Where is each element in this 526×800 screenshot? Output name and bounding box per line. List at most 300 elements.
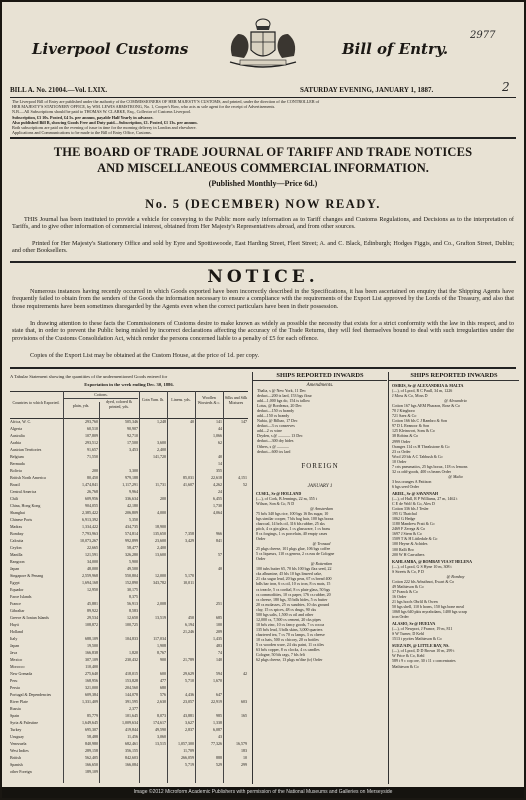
table-cell-value: 574,814 [125, 531, 138, 536]
table-cell-value: 22,919 [211, 699, 222, 704]
table-cell-country: Persia [10, 685, 20, 690]
table-cell-value: 14 [218, 461, 222, 466]
table-cell-value: 1,670 [213, 678, 222, 683]
table-cell-value: 121,591 [85, 552, 98, 557]
text-line: (—), of Lpool, G S Hyne 10 m, 308 t [392, 563, 452, 569]
table-cell-value: 52 [243, 482, 247, 487]
divider [10, 367, 516, 369]
table-cell-country: Syria & Palestine [10, 720, 38, 725]
table-cell-value: 888 [216, 755, 222, 760]
text-line: chartered tea, 7 cs 70 cs lamps, 3 cs cheese [256, 631, 325, 637]
table-cell-value: 576 [160, 692, 166, 697]
text-line: 1068 bgs 640 pkts myrabolans, 1400 bgs scrap [392, 609, 467, 615]
table-cell-value: 22,665 [87, 545, 98, 550]
table-cell-value: 23,600 [155, 538, 166, 543]
table-cell-country: Australia [10, 433, 25, 438]
table-row [10, 616, 248, 621]
table-cell-value: 13,600 [155, 552, 166, 557]
text-line: Lotus, @ Bordeaux, 20 Dec [257, 403, 302, 409]
text-line: 125 Kleinwort, Sons & Co [392, 428, 435, 434]
table-cell-country: Algeria [10, 426, 22, 431]
table-cell-value: 8,583 [129, 608, 138, 613]
text-line: 2469 F Zerega & Co [392, 526, 426, 532]
royal-coat-of-arms-emblem [224, 16, 302, 72]
table-cell-country: Africa, W. C. [10, 419, 32, 424]
table-cell-value: 434,735 [125, 524, 138, 529]
table-cell-value: 30,175 [127, 587, 138, 592]
table-cell-value: 44 [218, 426, 222, 431]
text-line: 5 cs wooden ware, 24 cks paint, 11 cs tiles [256, 642, 324, 648]
table-cell-value: 135,650 [153, 531, 166, 536]
table-cell-value: 166,838 [85, 650, 98, 655]
table-cell-value: 80,450 [87, 475, 98, 480]
table-cell-value: 685 [216, 615, 222, 620]
amendments-list [253, 388, 387, 454]
text-line: 200 W H Carruthers [392, 551, 425, 557]
table-cell-value: 74 [218, 650, 222, 655]
journal-printer: Printed for Her Majesty's Stationery Office and sold by Eyre and Spottiswoode, East Harding Street, Fleet Street; A. and C. Black, Edinburgh; Hodges Figgis, and Co., Grafton Street, Dublin; and other Booksellers. [12, 240, 514, 255]
table-cell-value: 2,630 [157, 699, 166, 704]
table-cell-value: 419,844 [125, 727, 138, 732]
table-cell-value: 23,057 [183, 699, 194, 704]
table-cell-country: Spain [10, 713, 20, 718]
text-line: charcoal, 14 brls oil, 316 bls rubber, 25 sks [256, 520, 325, 526]
text-line: Dryden, s @ ——— 13 Dec [257, 433, 303, 439]
table-cell-country: Chili [10, 496, 19, 501]
table-cell-value: 4,064 [213, 510, 222, 515]
text-line: Cotton 222 bls Arbuthnot, Ewart & Co [392, 578, 455, 584]
text-line: Cotton 336 bls J Tesler [392, 506, 429, 512]
text-line: 100 tubs butter 65, 70 bls 100 bgs flax seed, 22 [256, 566, 332, 572]
table-cell-country: Ceylon [10, 545, 22, 550]
table-row [10, 511, 248, 516]
table-row [10, 441, 248, 446]
table-cell-value: 13,519 [155, 615, 166, 620]
table-cell-country: Calcutta [10, 538, 24, 543]
text-line: 100 Heyne & Achtdes [392, 541, 428, 547]
table-cell-country: Manilla [10, 552, 23, 557]
table-cell-value: 904,055 [85, 503, 98, 508]
table-row [10, 560, 248, 565]
text-line: Others, s @ ——— [257, 443, 289, 449]
divider [10, 261, 516, 263]
text-line: 50 bgs shell, 110 b horns, 150 bgs bone meal [392, 604, 464, 610]
text-line: 32 cs odd-goods, 400 cs beans Order [392, 468, 451, 474]
ships-inwards-column-b [388, 372, 519, 784]
cargo-list [389, 383, 519, 669]
table-cell-value: 49,500 [127, 566, 138, 571]
table-cell-value: 206,809 [125, 510, 138, 515]
masthead-title-left: Liverpool Customs [32, 40, 189, 58]
table-row [10, 553, 248, 558]
table-cell-value: 603 [241, 699, 247, 704]
text-line: ALASIO, Sr @ HUELVA [392, 621, 436, 627]
table-cell-value: 529 [216, 762, 222, 767]
table-cell-value: 4,000 [157, 510, 166, 515]
table-row [10, 504, 248, 509]
table-cell-value: 1,908 [157, 643, 166, 648]
table-caption: A Tabular Statement showing the quantities of the undermentioned Goods entered for [10, 374, 168, 379]
text-line: SUEZ/AIN, @ LITTLE BAY, NS. [392, 643, 450, 649]
table-cell-value: 17,500 [127, 440, 138, 445]
handwritten-reference: 2977 [470, 30, 496, 41]
table-cell-value: 2,008 [157, 601, 166, 606]
table-cell-value: 21,246 [183, 629, 194, 634]
table-cell-value: 1,694,168 [82, 580, 98, 585]
table-row [10, 462, 248, 467]
table-cell-value: 100 [216, 622, 222, 627]
table-cell-value: 2,400 [157, 447, 166, 452]
text-line: Order [256, 536, 266, 542]
text-line: 10 brls zinc, 10 cs fancy goods, 7 cs cocoa [256, 621, 325, 627]
notice-paragraph-3: Copies of the Export List may be obtained at the Custom House, at the price of 1d. per copy. [30, 352, 259, 359]
journal-heading-misc: MISCELLANEOUS COMMERCIAL INFORMATION. [127, 161, 429, 175]
table-cell-country: British [10, 755, 21, 760]
table-cell-value: 141 [216, 419, 222, 424]
table-cell-country: Shanghai [10, 510, 25, 515]
table-row [10, 574, 248, 579]
table-cell-country: Java [10, 650, 18, 655]
table-cell-value: 101,645 [125, 713, 138, 718]
table-cell-value: 152,890 [125, 580, 138, 585]
table-cell-value: 18,900 [155, 524, 166, 529]
table-cell-value: 5,719 [185, 762, 194, 767]
col-header-yarn: Cotn Yarn. lb. [141, 397, 165, 402]
table-cell-value: 5,710 [185, 678, 194, 683]
text-line: cs treacle, 5 cs cordial, 8 cs plate glass, 50 bgs [256, 586, 331, 592]
text-line: 1697 J Stern & Co [392, 531, 422, 537]
text-line: (—), of Cork, B Jennings, 22 m, 355 t [256, 495, 317, 501]
text-line: W Price & Co, Kehl [392, 653, 425, 659]
text-line: @ Rotterdam [310, 561, 333, 567]
table-cell-country: West Indies [10, 748, 29, 753]
table-row [10, 658, 248, 663]
table-cell-value: 1,009,634 [122, 720, 138, 725]
table-cell-value: 1,474,841 [82, 482, 98, 487]
ships-inwards-column-a [252, 372, 387, 784]
table-cell-country: Japan [10, 566, 20, 571]
table-cell-value: 104,833 [125, 636, 138, 641]
table-cell-value: 110,400 [85, 664, 98, 669]
col-header-silk: Silks and Silk Mixtures [224, 395, 248, 405]
table-cell-value: 840,980 [85, 741, 98, 746]
journal-description: THIS Journal has been instituted to provide a vehicle for conveying to the Public more early information as to Tariff changes and Customs Regulations, and Decisions as to the interpretation of Tariffs, and to give other information of commercial interest, obtained from Her Majesty's Representatives abroad, and from other sources. [12, 216, 514, 231]
text-line: 21 bgs hoofs Ohrlil & Owen [392, 598, 438, 604]
table-row [10, 539, 248, 544]
table-cell-country: China, Hong Kong [10, 503, 41, 508]
table-cell-value: 41,607 [183, 482, 194, 487]
notice-paragraph-2: In drawing attention to these facts the Commissioners of Customs desire to make known as widely as possible the necessity that exists for a strict conformity with the law in this respect, and to state that, in order to prevent the Public being misled by incorrect declarations affecting the accuracy of the Trade Returns, they will feel themselves bound to deal with such irregularities under the provisions of the Customs Consolidation Act, which render the persons concerned liable to a penalty of £5 for each offence. [12, 320, 514, 342]
table-cell-value: 141,720 [153, 454, 166, 459]
table-cell-value: 43,881 [183, 713, 194, 718]
text-line: Cotton 167 bgs AEM Pharaon, Rose & Co [392, 403, 461, 409]
text-line: 6 bgs seed Order [392, 483, 419, 489]
table-cell-value: 19,500 [87, 643, 98, 648]
table-row [10, 497, 248, 502]
table-cell-country: France [10, 601, 21, 606]
table-cell-value: 11,709 [183, 748, 194, 753]
text-line: add—2 cs wine [257, 428, 282, 434]
table-cell-country: Arabia [10, 440, 21, 445]
text-line: deduct—3 cs conserves [257, 423, 295, 429]
divider [10, 97, 516, 98]
table-cell-country: Faroe Islands [10, 594, 32, 599]
table-cell-country: Singapore & Penang [10, 573, 44, 578]
table-cell-value: 2,837 [185, 727, 194, 732]
table-top-rule [10, 391, 248, 392]
table-cell-country: River Plate [10, 699, 28, 704]
text-line: Wilson, Son & Co, N D [256, 500, 295, 506]
col-header-countries: Countries to which Exported. [12, 400, 60, 405]
table-cell-value: 34,000 [87, 559, 98, 564]
table-cell-country: Bolivia [10, 468, 22, 473]
table-row [10, 602, 248, 607]
table-cell-value: 299 [241, 762, 247, 767]
table-cell-value: 24 [218, 489, 222, 494]
text-line: Cologne, 50 bls rags, 7 bls felt [256, 652, 305, 658]
table-cell-value: 108,872 [85, 622, 98, 627]
table-cell-country: Egypt [10, 580, 20, 585]
text-line: 195 G Tbatchal [392, 511, 417, 517]
table-row [10, 644, 248, 649]
table-cell-value: 477 [160, 678, 166, 683]
table-row [10, 728, 248, 733]
table-cell-value: 21,789 [183, 657, 194, 662]
table-cell-value: 7,793,963 [82, 531, 98, 536]
table-cell-country: Portugal & Dependencies [10, 692, 52, 697]
text-line: 23 cs Order [392, 448, 411, 454]
table-cell-country: Hayti [10, 622, 19, 627]
table-cell-value: 71,550 [87, 454, 98, 459]
table-cell-value: 2,385,422 [82, 510, 98, 515]
table-cell-value: 42 [243, 671, 247, 676]
table-row [10, 700, 248, 705]
table-cell-value: 1,820 [129, 650, 138, 655]
text-line: KAHLAMBA, @ BOMBAY VIA ST HELENA [392, 558, 472, 564]
table-cell-value: 7,358 [185, 531, 194, 536]
table-row [10, 672, 248, 677]
table-row [10, 532, 248, 537]
table-cell-value: 200 [92, 468, 98, 473]
table-cell-value: 204,560 [125, 685, 138, 690]
text-line: 49 Mathieson & Co [392, 583, 424, 589]
text-line: S W Turner, D Kehl [392, 631, 425, 637]
table-cell-value: 144,078 [125, 692, 138, 697]
journal-heading: THE BOARD OF TRADE JOURNAL OF TARIFF AND TRADE NOTICES [53, 145, 473, 159]
table-cell-value: 57 [218, 552, 222, 557]
text-line: 721 Saez & Co [392, 413, 417, 419]
table-cell-value: 92,710 [127, 433, 138, 438]
text-line: add—150 cs brandy [257, 413, 290, 419]
text-line: 63 brls copper, 8 cs clocks, 4 cs candles [256, 647, 320, 653]
table-cell-country: Turkey [10, 727, 22, 732]
table-cell-value: 5,170 [185, 573, 194, 578]
table-cell-value: 985 [216, 713, 222, 718]
issue-date: SATURDAY EVENING, JANUARY 1, 1887. [300, 86, 434, 94]
column-b-header: SHIPS REPORTED INWARDS [389, 372, 519, 381]
text-line: 62 pkgs cheese, 13 pkgs m'dise (tr) Order [256, 657, 323, 663]
table-row [10, 448, 248, 453]
table-cell-value: 450 [188, 615, 194, 620]
table-row [10, 749, 248, 754]
table-row [10, 693, 248, 698]
table-cell-value: 483 [216, 643, 222, 648]
table-row [10, 581, 248, 586]
text-line: bdls bar iron, 6 cs oil, 10 cs iron, 8 cs mats, 15 [256, 581, 331, 587]
table-cell-value: 688,109 [85, 636, 98, 641]
text-line: 135 brls lead, 3 bdls skins, 3,000 quarters [256, 626, 323, 632]
intro-line: The Liverpool Bill of Entry are published under the authority of the COMMISSIONERS OF HER MAJESTY'S CUSTOMS, and printed, under the direction of the CONTROLLER of [12, 99, 320, 104]
text-line: 1062 G Hedge [392, 516, 416, 522]
table-cell-country: Austrian Territories [10, 447, 42, 452]
cargo-list [253, 491, 387, 663]
text-line: 10 Order [392, 458, 407, 464]
table-cell-value: 321,000 [85, 685, 98, 690]
publication-notice [12, 99, 514, 135]
table-cell-value: 979,188 [125, 475, 138, 480]
text-line: 21 cks sugar lead, 20 bgs peas, 67 cs bread 400 [256, 576, 332, 582]
table-cell-value: 40 [190, 419, 194, 424]
table-row [10, 742, 248, 747]
text-line: cs commodities, 10 cs paper, 176 cs rubber, 20 [256, 591, 331, 597]
notice-paragraph-1: Numerous instances having recently occurred in which Goods exported have been incorrectly described in the Specifications, it has been ascertained on enquiry that the Shipping Agents have frequently failed to obtain from the senders of the Goods the information necessary to ensure a compliance with the requirements of the Export List approved by the Lords of the Treasury, and also that those requirements have been sometimes disregarded by the Agents even when the correct particulars have been in their possession. [12, 288, 514, 310]
table-cell-value: 1,334,422 [82, 524, 98, 529]
intro-line: Subscription, £3 10s. Posted, £4 5s. per annum, payable Half Yearly in advance. [12, 114, 154, 120]
table-cell-value: 3,060 [157, 734, 166, 739]
table-cell-value: 85,779 [87, 713, 98, 718]
table-cell-value: 1,338 [213, 720, 222, 725]
table-row [10, 735, 248, 740]
journal-price: (Published Monthly—Price 6d.) [208, 179, 318, 188]
table-cell-value: 100,725 [125, 622, 138, 627]
table-cell-value: 40 [218, 454, 222, 459]
table-cell-value: 900 [160, 657, 166, 662]
table-cell-value: 418,015 [125, 671, 138, 676]
text-line: 25 pkgs cheese, 101 pkgs glue, 106 bgs coffee [256, 546, 331, 552]
table-row [10, 588, 248, 593]
table-cell-value: 355 [216, 468, 222, 473]
foreign-title: FOREIGN [301, 461, 339, 470]
text-line: bgs similar cooper, 7 bls bag hair, 100 bgs borax [256, 515, 334, 521]
text-line: 12,000 cs, 7,500 cs cement, 20 cks pipes [256, 616, 321, 622]
table-cell-value: 2,400 [157, 545, 166, 550]
table-cell-value: 609,956 [85, 496, 98, 501]
col-header-linens: Linens. yds. [171, 397, 191, 402]
text-line: cs cheese, 180 bgs, 35 bdls hides, 5 cs butter [256, 596, 328, 602]
table-cell-value: 391,595 [125, 699, 138, 704]
table-cell-value: 2,377 [129, 706, 138, 711]
table-row [10, 420, 248, 425]
table-cell-value: 166,084 [125, 762, 138, 767]
table-cell-value: 89,922 [87, 608, 98, 613]
table-cell-value: 12,650 [127, 615, 138, 620]
table-cell-value: 562,405 [85, 755, 98, 760]
text-line: 16 Order [392, 593, 407, 599]
column-a-header: SHIPS REPORTED INWARDS [253, 372, 387, 381]
text-line: CUSEL, Sr @ HOLLAND [256, 490, 302, 496]
table-cell-value: 45,881 [87, 601, 98, 606]
table-cell-country: Greece & Ionian Islands [10, 615, 49, 620]
col-header-cottons: Cottons. [64, 393, 138, 399]
table-cell-value: 3,453 [129, 447, 138, 452]
table-cell-value: 200 [160, 496, 166, 501]
table-cell-value: 209 [216, 629, 222, 634]
table-cell-value: 12,950 [87, 587, 98, 592]
table-cell-country: Brazil [10, 482, 20, 487]
table-cell-value: 3,600 [157, 440, 166, 445]
table-cell-country: Bombay [10, 531, 24, 536]
table-cell-value: 117,034 [153, 636, 166, 641]
table-cell-value: 13,515 [155, 741, 166, 746]
table-row [10, 770, 248, 775]
table-cell-value: 343,782 [153, 580, 166, 585]
table-row [10, 595, 248, 600]
table-cell-country: Morocco [10, 664, 25, 669]
table-cell-value: 56,913 [127, 601, 138, 606]
table-cell-value: 48,000 [87, 566, 98, 571]
journal-now-ready: No. 5 (DECEMBER) NOW READY. [145, 197, 381, 211]
text-line: 1513 t pyrites Mathieson & Co [392, 636, 442, 642]
table-cell-country: British North America [10, 475, 46, 480]
amendments-title: Amendments. [306, 383, 334, 388]
table-row [10, 637, 248, 642]
text-line: 500 bgs salts, 1,500 cs oil and other [256, 611, 314, 617]
table-cell-value: 8,375 [129, 594, 138, 599]
table-caption-week: Exportation in the week ending Dec. 30, 1886. [84, 382, 174, 387]
table-cell-value: 293,760 [85, 419, 98, 424]
table-cell-value: 4,151 [238, 475, 247, 480]
text-line: @ Amsterdam [310, 505, 333, 511]
text-line: J Moss & Co, Moss D [392, 393, 428, 399]
text-line: 1509 T & H Littledale & Co [392, 536, 438, 542]
text-line: @ Malta [448, 473, 463, 479]
table-cell-value: 251 [216, 601, 222, 606]
table-cell-value: 594 [216, 671, 222, 676]
table-cell-value: 609,384 [85, 692, 98, 697]
table-cell-value: 1,248 [157, 419, 166, 424]
intro-line: N.B.—All Subscriptions should be paid to THOMAS W. CLARKE, Esq., Collector of Customs Liverpool. [12, 109, 192, 115]
table-cell-country: New Grenada [10, 671, 33, 676]
table-row [10, 490, 248, 495]
text-line: S Streets & Co, P D [392, 568, 424, 574]
table-row [10, 630, 248, 635]
table-row [10, 707, 248, 712]
table-cell-value: 147 [241, 419, 247, 424]
table-row [10, 665, 248, 670]
table-row [10, 476, 248, 481]
table-cell-value: 58,488 [87, 734, 98, 739]
table-cell-value: 166,650 [85, 762, 98, 767]
table-cell-value: 6,087 [213, 727, 222, 732]
bill-number: BILL A. No. 21004.—Vol. LXIX. [10, 86, 108, 94]
table-cell-country: Holland [10, 629, 23, 634]
table-cell-value: 8,767 [157, 650, 166, 655]
table-cell-value: 275,640 [85, 671, 98, 676]
table-cell-value: 10 [243, 755, 247, 760]
copyright-footer: Image ©2012 Microform Academic Publishers with permission of the National Museums and Galleries on Merseyside [2, 787, 524, 798]
table-cell-country: other Foreign [10, 769, 32, 774]
table-cell-value: 6,455 [213, 496, 222, 501]
table-cell-value: 1,331,409 [82, 699, 98, 704]
text-line: deduct—200 ts lard, 153 bgs flour [257, 393, 312, 399]
table-cell-country: Bermuda [10, 461, 25, 466]
table-cell-value: 4,262 [213, 482, 222, 487]
table-cell-value: 841 [216, 538, 222, 543]
text-line: Order [256, 556, 266, 562]
table-cell-value: 230,432 [125, 657, 138, 662]
table-cell-value: 49,590 [155, 727, 166, 732]
table-cell-value: 4,436 [185, 692, 194, 697]
